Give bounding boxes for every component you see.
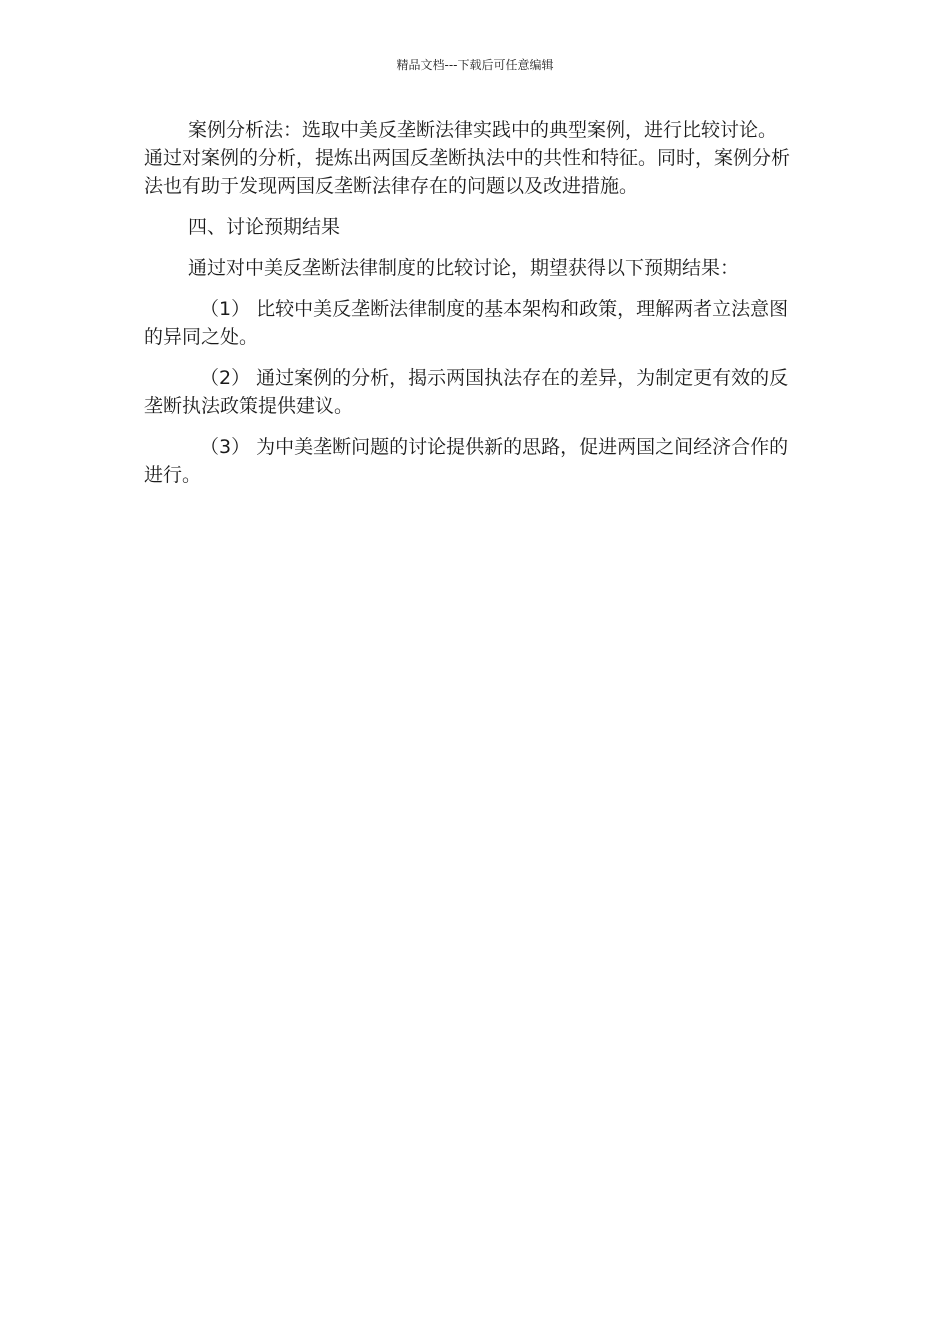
page-header: 精品文档---下载后可任意编辑 (396, 58, 554, 72)
document-body (144, 116, 792, 502)
intro-paragraph: 通过对中美反垄断法律制度的比较讨论，期望获得以下预期结果： (188, 257, 740, 279)
section-heading: 四、讨论预期结果 (188, 216, 341, 238)
list-item: （3） 为中美垄断问题的讨论提供新的思路，促进两国之间经济合作的进行。 (144, 436, 789, 486)
list-item: （1） 比较中美反垄断法律制度的基本架构和政策，理解两者立法意图的异同之处。 (144, 298, 789, 348)
method-paragraph: 案例分析法：选取中美反垄断法律实践中的典型案例，进行比较讨论。通过对案例的分析，提炼出两国反垄断执法中的共性和特征。同时，案例分析法也有助于发现两国反垄断法律存在的问题以及改进措施。 (144, 119, 791, 197)
list-item: （2） 通过案例的分析，揭示两国执法存在的差异，为制定更有效的反垄断执法政策提供建议。 (144, 367, 789, 417)
